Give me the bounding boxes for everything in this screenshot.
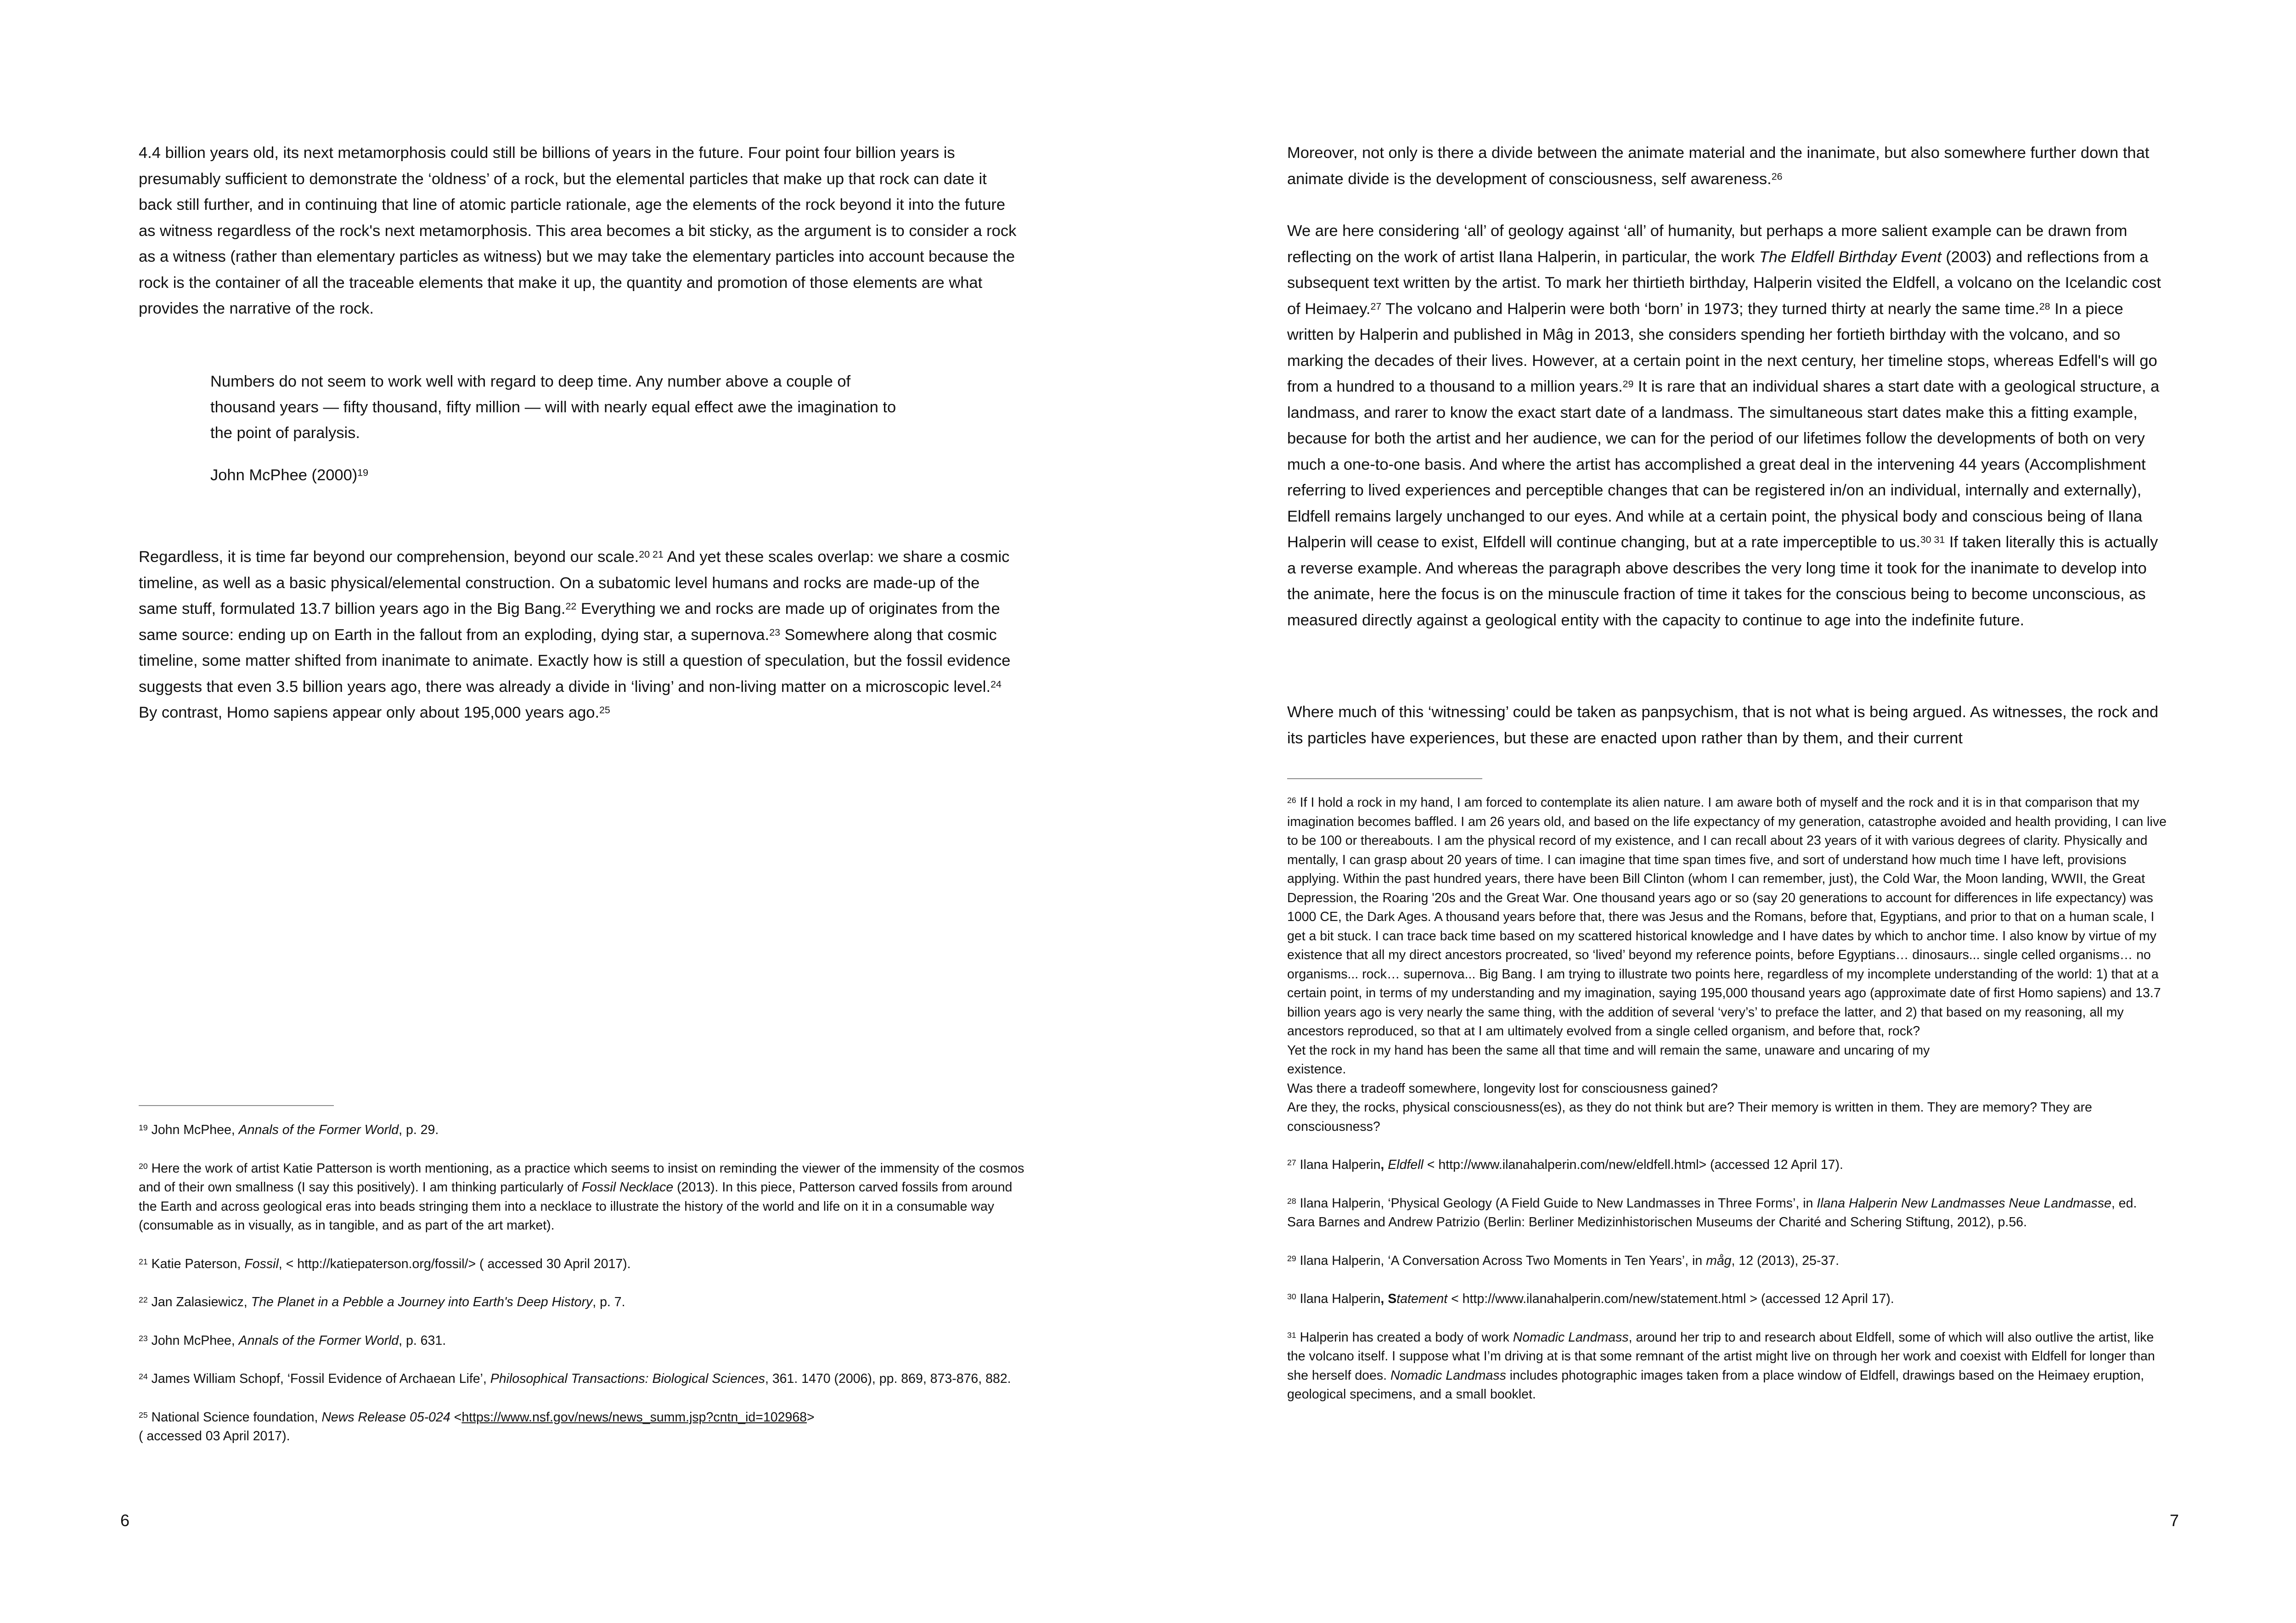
quote-text: Numbers do not seem to work well with regard to deep time. Any number above a couple of thousand years — fifty thousand, fifty million — will with nearly equal effect awe the imagination to the point of paralysis. <box>210 373 896 442</box>
footnote-ref: 30 31 <box>1920 534 1945 545</box>
footnote-ref: 28 <box>2039 300 2050 312</box>
footnote-23: $^{23}$ John McPhee, Annals of the Former World, p. 631. <box>139 1333 446 1348</box>
quote-attribution: John McPhee $(2000)^{19}$ <box>210 466 369 484</box>
right-para-2: We are here considering ‘all’ of geology against ‘all’ of humanity, but perhaps a more salient example can be drawn from reflecting on the work of artist Ilana Halperin, in particular, the work The Eldfell Birthday Event (2003) and reflections from a subsequent text written by the artist. To mark her thirtieth birthday, Halperin visited the Eldfell, a volcano on the Icelandic cost of Heimaey.$^{27}$ The volcano and Halperin were both ‘born’ in 1973; they turned thirty at nearly the same time.$^{28}$ In a piece written by Halperin and published in Mâg in 2013, she considers spending her fortieth birthday with the volcano, and so marking the decades of their lives. However, at a certain point in the next century, her timeline stops, whereas Edfell's will go from a hundred to a thousand to a million years.$^{29}$ It is rare that an individual shares a start date with a geological structure, a landmass, and rarer to know the exact start date of a landmass. The simultaneous start dates make this a fitting example, because for both the artist and her audience, we can for the period of our lifetimes follow the developments of both on very much a one-to-one basis. And where the artist has accomplished a great deal in the intervening 44 years (Accomplishment referring to lived experiences and perceptible changes that can be registered in/on an individual, internally and externally), Eldfell remains largely unchanged to our eyes. And while at a certain point, the physical body and conscious being of Ilana Halperin will cease to exist, Elfdell will continue changing, but at a rate imperceptible to us.$^{30 31}$ If taken literally this is actually a reverse example. And whereas the paragraph above describes the very long time it took for the inanimate to develop into the animate, here the focus is on the minuscule fraction of time it takes for the conscious being to become unconscious, as measured directly against a geological entity with the capacity to continue to age into the indefinite future. <box>1287 222 2161 629</box>
right-page <box>1148 0 2296 1623</box>
left-para-1: 4.4 billion years old, its next metamorphosis could still be billions of years in the future. Four point four billion years is presumably sufficient to demonstrate the ‘oldness’ of a rock, but the elemental particles that make up that rock can date it back still further, and in continuing that line of atomic particle rationale, age the elements of the rock beyond it into the future as witness regardless of the rock's next metamorphosis. This area becomes a bit sticky, as the argument is to consider a rock as a witness (rather than elementary particles as witness) but we may take the elementary particles into account because the rock is the container of all the traceable elements that make it up, the quantity and promotion of those elements are what provides the narrative of the rock. <box>139 144 1017 317</box>
right-footnotes <box>1287 793 2167 1404</box>
footnote-ref: 29 <box>1622 378 1634 390</box>
footnote-22: $^{22}$ Jan Zalasiewicz, The Planet in a Pebble a Journey into Earth's Deep History, p. 7. <box>139 1295 625 1309</box>
footnote-27: $^{27}$ Ilana Halperin, Eldfell < http://www.ilanahalperin.com/new/eldfell.html> (accessed 12 April 17). <box>1287 1157 1843 1172</box>
footnote-28: $^{28}$ Ilana Halperin, ‘Physical Geology (A Field Guide to New Landmasses in Three Forms’, in Ilana Halperin New Landmasses Neue Landmasse, ed. Sara Barnes and Andrew Patrizio (Berlin: Berliner Medizinhistorischen Museums der Charité and Schering Stiftung, 2012), p.56. <box>1287 1196 2137 1230</box>
footnote-ref: 23 <box>769 626 780 638</box>
footnote-21: $^{21}$ Katie Paterson, Fossil, < http://katiepaterson.org/fossil/> ( accessed 30 April 2017). <box>139 1256 631 1271</box>
footnote-ref: 22 <box>565 601 577 612</box>
footnote-ref: 19 <box>357 467 369 478</box>
left-footnotes <box>139 1121 1025 1446</box>
footnote-26-cont-2: Was there a tradeoff somewhere, longevity lost for consciousness gained? <box>1287 1081 1718 1096</box>
footnote-26-cont-3: Are they, the rocks, physical consciousness(es), as they do not think but are? Their memory is written in them. They are memory? They are consciousness? <box>1287 1100 2092 1134</box>
footnote-19: $^{19}$ John McPhee, Annals of the Former World, p. 29. <box>139 1123 439 1137</box>
footnote-24: $^{24}$ James William Schopf, ‘Fossil Evidence of Archaean Life’, Philosophical Transactions: Biological Sciences, 361. 1470 (2006), pp. 869, 873-876, 882. <box>139 1371 1011 1386</box>
footnote-ref: 20 21 <box>639 549 664 560</box>
footnote-26-cont-1: Yet the rock in my hand has been the same all that time and will remain the same, unaware and uncaring of my existence. <box>1287 1043 1930 1077</box>
footnote-ref: 24 <box>990 678 1002 690</box>
footnote-31: $^{31}$ Halperin has created a body of work Nomadic Landmass, around her trip to and research about Eldfell, some of which will also outlive the artist, like the volcano itself. I suppose what I’m driving at is that some remnant of the artist might live on through her work and coexist with Eldfell for longer than she herself does. Nomadic Landmass includes photographic images taken from a place window of Eldfell, drawings based on the Heimaey eruption, geological specimens, and a small booklet. <box>1287 1330 2155 1402</box>
footnote-ref: 27 <box>1370 300 1382 312</box>
footnote-29: $^{29}$ Ilana Halperin, ‘A Conversation Across Two Moments in Ten Years’, in måg, 12 (2013), 25-37. <box>1287 1253 1840 1268</box>
right-para-3: Where much of this ‘witnessing’ could be taken as panpsychism, that is not what is being argued. As witnesses, the rock and its particles have experiences, but these are enacted upon rather than by them, and their current <box>1287 703 2159 747</box>
footnote-ref: 26 <box>1771 170 1783 182</box>
footnote-divider <box>139 1105 334 1106</box>
footnote-25: $^{25}$ National Science foundation, News Release 05-024 <https://www.nsf.gov/news/news_summ.jsp?cntn_id=102968> ( accessed 03 April 2017). <box>139 1410 815 1443</box>
footnote-ref: 25 <box>599 704 610 716</box>
footnote-divider <box>1287 778 1482 779</box>
footnote-26: $^{26}$ If I hold a rock in my hand, I am forced to contemplate its alien nature. I am aware both of myself and the rock and it is in that comparison that my imagination becomes baffled. I am 26 years old, and based on the life expectancy of my generation, catastrophe avoided and health providing, I can live to be 100 or thereabouts. I am the physical record of my existence, and I can recall about 23 years of it with various degrees of clarity. Physically and mentally, I can grasp about 20 years of time. I can imagine that time span times five, and sort of understand how much time I have left, provisions applying. Within the past hundred years, there have been Bill Clinton (whom I can remember, just), the Cold War, the Moon landing, WWII, the Great Depression, the Roaring '20s and the Great War. One thousand years ago or so (say 20 generations to account for differences in life expectancy) was 1000 CE, the Dark Ages. A thousand years before that, there was Jesus and the Romans, before that, Egyptians, and prior to that on a human scale, I get a bit stuck. I can trace back time based on my scattered historical knowledge and I have dates by which to anchor time. I also know by virtue of my existence that all my direct ancestors procreated, so ‘lived’ beyond my reference points, before Egyptians… dinosaurs... single celled organisms… no organisms... rock… supernova... Big Bang. I am trying to illustrate two points here, regardless of my incomplete understanding of the world: 1) that at a certain point, in terms of my understanding and my imagination, saying 195,000 thousand years ago (approximate date of first Homo sapiens) and 13.7 billion years ago is very nearly the same thing, with the addition of several ‘very’s’ to preface the latter, and 2) that based on my reasoning, all my ancestors reproduced, so that at I am ultimately evolved from a single celled organism, and before that, rock? <box>1287 795 2167 1039</box>
page-number: 7 <box>2170 1511 2179 1530</box>
page-number: 6 <box>120 1511 130 1530</box>
footnote-20: $^{20}$ Here the work of artist Katie Patterson is worth mentioning, as a practice which seems to insist on reminding the viewer of the immensity of the cosmos and of their own smallness (I say this positively). I am thinking particularly of Fossil Necklace (2013). In this piece, Patterson carved fossils from around the Earth and across geological eras into beads stringing them into a necklace to illustrate the history of the world and life on it in a consumable way (consumable as in visually, as in tangible, and as part of the art market). <box>139 1161 1024 1233</box>
footnote-30: $^{30}$ Ilana Halperin, Statement < http://www.ilanahalperin.com/new/statement.html > (accessed 12 April 17). <box>1287 1292 1894 1306</box>
nsf-link[interactable]: https://www.nsf.gov/news/news_summ.jsp?cntn_id=102968 <box>461 1410 807 1425</box>
left-para-2: Regardless, it is time far beyond our comprehension, beyond our scale.$^{20 21}$ And yet these scales overlap: we share a cosmic timeline, as well as a basic physical/elemental construction. On a subatomic level humans and rocks are made-up of the same stuff, formulated 13.7 billion years ago in the Big Bang.$^{22}$ Everything we and rocks are made up of originates from the same source: ending up on Earth in the fallout from an exploding, dying star, a supernova.$^{23}$ Somewhere along that cosmic timeline, some matter shifted from inanimate to animate. Exactly how is still a question of speculation, but the fossil evidence suggests that even 3.5 billion years ago, there was already a divide in ‘living’ and non-living matter on a microscopic level.$^{24}$ By contrast, Homo sapiens appear only about 195,000 years ago.$^{25}$ <box>139 548 1011 721</box>
block-quote <box>210 369 913 488</box>
right-para-1: Moreover, not only is there a divide between the animate material and the inanimate, but also somewhere further down that animate divide is the development of consciousness, self awareness.$^{26}$ <box>1287 144 2150 188</box>
